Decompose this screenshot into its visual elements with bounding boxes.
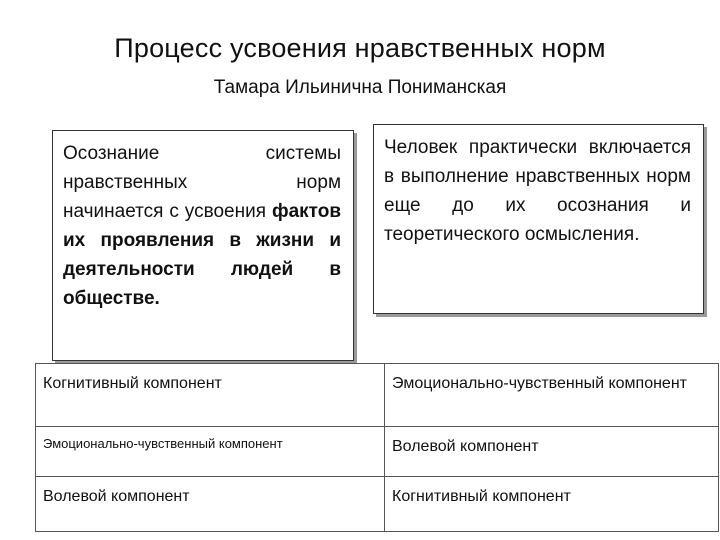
table-cell: Волевой компонент [36,477,385,532]
slide-subtitle: Тамара Ильинична Пониманская [213,77,507,98]
table-cell: Когнитивный компонент [36,364,385,427]
table-cell: Эмоционально-чувственный компонент [385,364,719,427]
table-row [36,364,719,427]
components-table [35,363,719,532]
table-row [36,477,719,532]
left-box-text [63,139,341,313]
table-cell: Волевой компонент [385,427,719,477]
right-box-text: Человек практически включается в выполнение нравственных норм еще до их осознания и теоретического осмысления. [384,137,691,245]
right-text-box [373,124,704,314]
left-box-text-regular: Осознание системы нравственных норм начинается с усвоения [63,143,341,222]
table-row [36,427,719,477]
table-cell: Эмоционально-чувственный компонент [36,427,385,477]
left-box-text-bold: фактов их проявления в жизни и деятельности людей в обществе. [63,201,341,309]
table-cell: Когнитивный компонент [385,477,719,532]
slide-title: Процесс усвоения нравственных норм [114,33,606,63]
left-text-box [52,130,354,361]
